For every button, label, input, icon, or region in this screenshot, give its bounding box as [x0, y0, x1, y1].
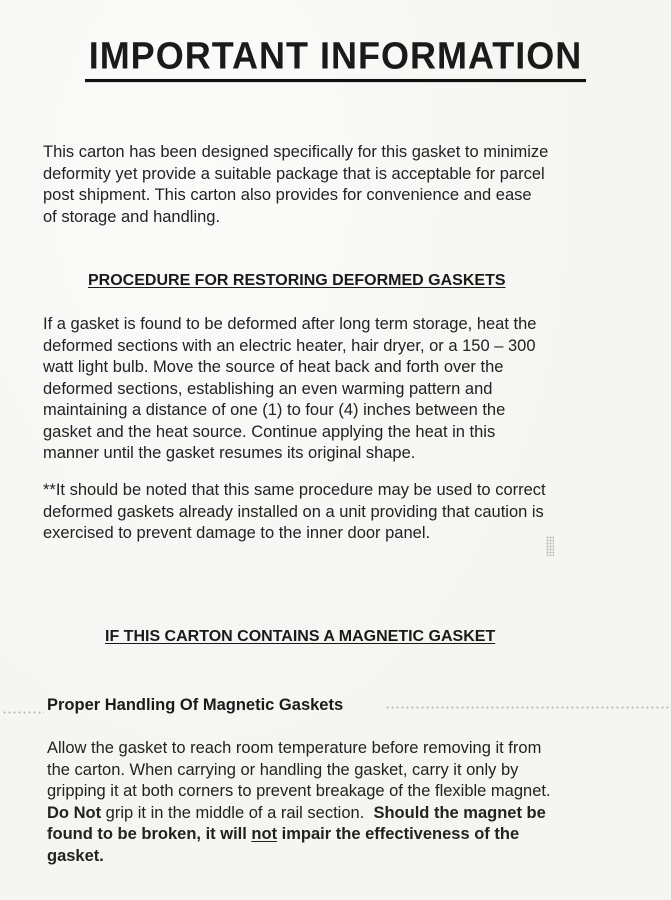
not-underline: not — [251, 825, 278, 843]
scan-artifact — [385, 706, 669, 709]
magnetic-heading: IF THIS CARTON CONTAINS A MAGNETIC GASKET — [105, 628, 496, 645]
page-title-wrapper — [0, 33, 671, 81]
magnetic-line: the carton. When carrying or handling the gasket, carry it only by — [47, 760, 519, 779]
intro-line: of storage and handling. — [43, 207, 221, 226]
scan-artifact — [546, 536, 554, 556]
procedure-line: maintaining a distance of one (1) to four (4) inches between the — [43, 401, 506, 419]
magnetic-line-4 — [47, 803, 647, 825]
scan-artifact — [2, 711, 44, 714]
magnetic-line-5 — [47, 824, 647, 846]
line4-text: grip it in the middle of a rail section. — [101, 803, 374, 822]
page-title: IMPORTANT INFORMATION — [85, 35, 587, 82]
note-line: **It should be noted that this same procedure may be used to correct — [43, 481, 546, 499]
intro-paragraph — [43, 142, 643, 228]
procedure-line: watt light bulb. Move the source of heat back and forth over the — [43, 358, 504, 376]
magnetic-line-6: gasket. — [47, 846, 104, 865]
procedure-line: deformed sections with an electric heater, hair dryer, or a 150 – 300 — [43, 336, 536, 355]
magnetic-subheading: Proper Handling Of Magnetic Gaskets — [47, 696, 344, 714]
procedure-line: deformed sections, establishing an even warming pattern and — [43, 379, 493, 398]
procedure-line: If a gasket is found to be deformed after long term storage, heat the — [43, 315, 537, 333]
line5-pre: found to be broken, it will — [47, 825, 252, 843]
procedure-note — [43, 480, 643, 545]
line5-post: impair the effectiveness of the — [277, 825, 520, 843]
procedure-paragraph — [43, 314, 643, 465]
do-not-emphasis: Do Not — [47, 803, 102, 822]
magnetic-line: Allow the gasket to reach room temperature before removing it from — [47, 739, 542, 757]
magnetic-paragraph — [47, 738, 647, 867]
magnetic-line: gripping it at both corners to prevent breakage of the flexible magnet. — [47, 782, 551, 800]
intro-line: post shipment. This carton also provides for convenience and ease — [43, 186, 532, 204]
procedure-line: gasket and the heat source. Continue applying the heat in this — [43, 422, 496, 441]
procedure-heading: PROCEDURE FOR RESTORING DEFORMED GASKETS — [88, 272, 506, 289]
should-emphasis: Should the magnet be — [373, 803, 546, 822]
note-line: deformed gaskets already installed on a unit providing that caution is — [43, 502, 544, 521]
note-line: exercised to prevent damage to the inner door panel. — [43, 524, 431, 542]
intro-line: deformity yet provide a suitable package that is acceptable for parcel — [43, 164, 545, 183]
intro-line: This carton has been designed specifically for this gasket to minimize — [43, 143, 549, 161]
procedure-line: manner until the gasket resumes its original shape. — [43, 444, 416, 462]
